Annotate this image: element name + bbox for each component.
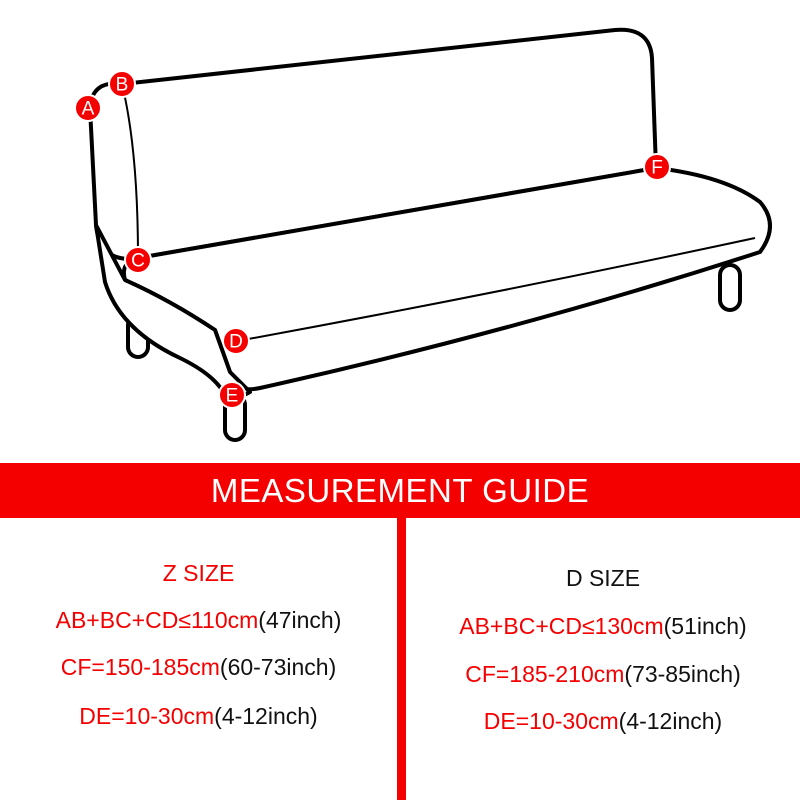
marker-d bbox=[223, 328, 249, 354]
z-size-note: (47inch) bbox=[258, 607, 342, 633]
marker-e-label: E bbox=[225, 385, 239, 407]
d-size-panel bbox=[406, 515, 800, 800]
marker-b bbox=[109, 71, 135, 97]
column-divider bbox=[397, 515, 406, 800]
marker-f-label: F bbox=[651, 157, 663, 179]
z-size-line-de bbox=[0, 703, 397, 730]
marker-f bbox=[644, 154, 670, 180]
d-size-formula: AB+BC+CD≤130cm bbox=[459, 613, 664, 639]
d-size-title: D SIZE bbox=[565, 565, 641, 591]
d-size-line-de bbox=[406, 708, 800, 735]
d-size-note: (51inch) bbox=[663, 613, 747, 639]
z-size-line-cf bbox=[0, 654, 397, 681]
marker-a bbox=[75, 95, 101, 121]
sofa-leg-back-right bbox=[720, 265, 740, 310]
marker-d-label: D bbox=[229, 331, 243, 353]
marker-e bbox=[219, 382, 245, 408]
z-size-note: (60-73inch) bbox=[219, 654, 337, 680]
measurement-guide-banner bbox=[0, 463, 800, 518]
z-size-formula: DE=10-30cm bbox=[79, 703, 215, 729]
z-size-note: (4-12inch) bbox=[214, 703, 318, 729]
marker-b-label: B bbox=[115, 74, 129, 96]
banner-title: MEASUREMENT GUIDE bbox=[210, 471, 590, 509]
d-size-line-cf bbox=[406, 661, 800, 688]
z-size-formula: CF=150-185cm bbox=[60, 654, 220, 680]
z-size-line-ab-bc-cd bbox=[0, 607, 397, 634]
d-size-line-ab-bc-cd bbox=[406, 613, 800, 640]
marker-c-label: C bbox=[131, 250, 145, 272]
d-size-note: (73-85inch) bbox=[624, 661, 741, 687]
d-size-note: (4-12inch) bbox=[618, 708, 723, 734]
d-size-formula: CF=185-210cm bbox=[465, 661, 625, 687]
z-size-formula: AB+BC+CD≤110cm bbox=[55, 607, 259, 633]
marker-a-label: A bbox=[81, 98, 95, 120]
z-size-title: Z SIZE bbox=[162, 560, 235, 586]
marker-c bbox=[125, 247, 151, 273]
d-size-formula: DE=10-30cm bbox=[483, 708, 619, 734]
z-size-panel bbox=[0, 515, 397, 800]
